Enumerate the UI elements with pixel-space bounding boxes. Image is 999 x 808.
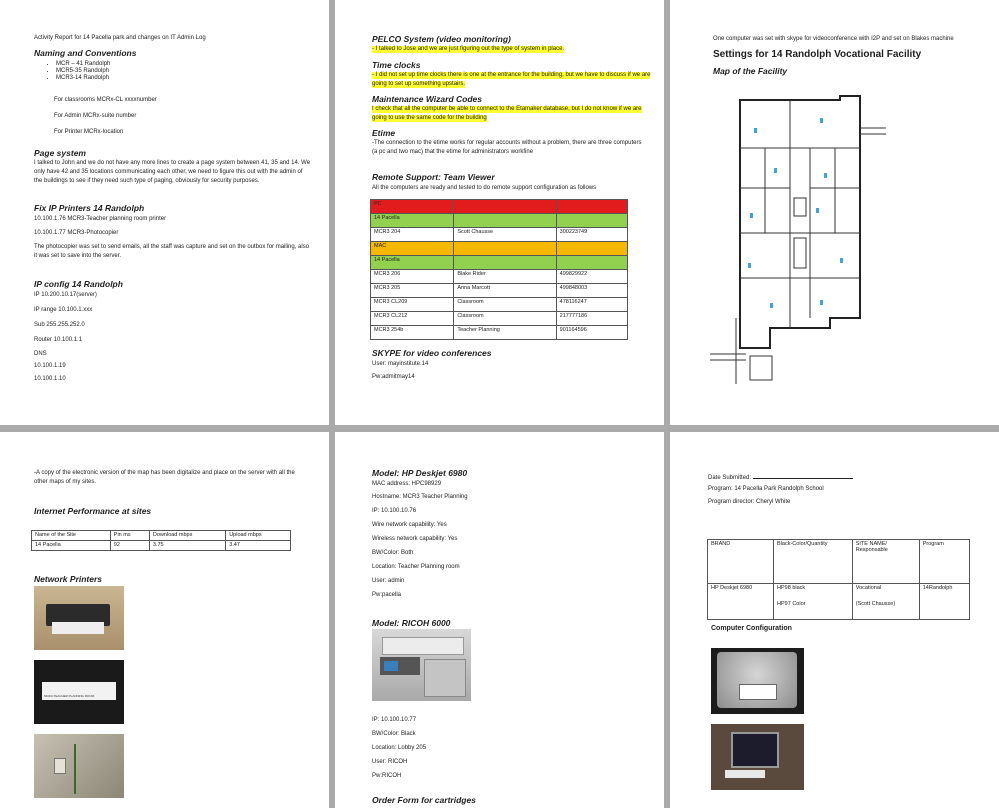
map-copy-line: other maps of my sites. [34,479,97,485]
table-cell: MCR3 206 [371,270,454,284]
ricoh-copier-photo [372,629,471,701]
table-row [371,312,628,326]
table-cell: Download mbps [149,531,225,541]
remote-text: All the computers are ready and tested to do remote support configuration as follows [372,185,597,191]
etime-line: (a pc and two mac) that the etime for administrators workfine [372,149,534,155]
table-cell [454,200,556,214]
table-cell: 3.47 [226,541,291,551]
table-cell: MCR3 205 [371,284,454,298]
table-cell [454,214,556,228]
time-clocks-line: going to set up something upstairs. [372,81,466,87]
table-cell [556,214,627,228]
convention-printer: For Printer MCRx-location [54,129,124,135]
table-row [32,531,291,541]
table-cell: Classroom [454,298,556,312]
internet-performance-table [31,530,291,551]
page-4 [0,432,329,808]
ip-config-heading: IP config 14 Randolph [34,279,123,289]
printer-label-photo [34,660,124,724]
table-cell: BRAND [708,540,774,584]
model-hp-line: Wire network capability: Yes [372,522,447,528]
table-row [371,228,628,242]
model-hp-line: BW/Color: Both [372,550,414,556]
table-row [371,214,628,228]
model-ricoh-line: IP: 10.100.10.77 [372,717,417,723]
table-row [371,242,628,256]
table-cell: 478116247 [556,298,627,312]
ip-line: IP 10.200.10.17(server) [34,292,97,298]
convention-classrooms: For classrooms MCRx-CL xxxxnumber [54,97,157,103]
director-line: Program director: Cheryl White [708,499,791,505]
list-item: • MCR5-35 Randolph [56,68,110,75]
settings-title: Settings for 14 Randolph Vocational Facility [713,49,922,60]
table-cell: 499829922 [556,270,627,284]
pelco-text: - I talked to Jose and we are just figuring out the type of system in place. [372,46,565,52]
table-cell: 499848003 [556,284,627,298]
model-hp-line: Pw:pacella [372,592,402,598]
table-cell: Classroom [454,312,556,326]
list-item: • MCR – 41 Randolph [56,61,110,68]
table-cell: 14 Pacella [32,541,111,551]
table-cell: Name of the Site [32,531,111,541]
table-cell: SITE NAME/ Responsable [852,540,919,584]
skype-heading: SKYPE for video conferences [372,348,492,358]
cartridge-color: HP97 Color [777,601,806,607]
table-cell [556,256,627,270]
page-system-line: the buildings to see if they need such type of paging, obviously for security purposes. [34,178,260,184]
table-row [371,200,628,214]
fix-note-line: The photocopier was set to send emails, all the staff was capture and set on the outbox for mailing, also [34,244,310,250]
ip-line: Router 10.100.1.1 [34,337,83,343]
model-ricoh-line: Location: Lobby 205 [372,745,427,751]
convention-admin: For Admin MCRx-suite number [54,113,137,119]
map-heading: Map of the Facility [713,66,788,76]
page-1 [0,0,329,425]
computer-config-heading: Computer Configuration [711,625,792,632]
list-item: • MCR3-14 Randolph [56,75,110,82]
naming-list [42,61,110,82]
page-system-heading: Page system [34,148,86,158]
etime-line: -The connection to the etime works for regular accounts without a problem, there are three computers [372,140,642,146]
model-hp-line: Location: Teacher Planning room [372,564,460,570]
table-cell: Blake Rider [454,270,556,284]
page-system-line: only have 42 and 35 locations communicating each other, we need to figure this out with the admin of [34,169,303,175]
wizard-line: I check that all the computer be able to connect to the Etamaker database, but I do not know if we are [372,106,642,112]
skype-user: User: mayinstitute.14 [372,361,429,367]
responsable-name: (Scott Chausse) [855,601,896,607]
remote-support-table [370,199,628,340]
ip-line: 10.100.1.10 [34,376,66,382]
page-system-line: I talked to John and we do not have any more lines to create a page system between 41, 35 and 14. We [34,160,311,166]
table-row [708,540,970,584]
table-row [371,298,628,312]
table-cell [454,242,556,256]
table-cell: 14Randolph [919,584,969,620]
facility-floor-plan [710,88,890,384]
table-cell [556,242,627,256]
computer-photo [711,648,804,714]
network-printers-heading: Network Printers [34,574,103,584]
fix-note-line: it was set to save into the server. [34,253,122,259]
table-row [371,270,628,284]
model-hp-heading: Model: HP Deskjet 6980 [372,468,468,478]
printer-photo [34,586,124,650]
naming-heading: Naming and Conventions [34,48,137,58]
fix-printer-line: 10.100.1.77 MCR3-Photocopier [34,230,119,236]
table-cell: Black-Color/Quantity [774,540,853,584]
order-form-heading: Order Form for cartridges [372,795,476,805]
fix-printer-line: 10.100.1.76 MCR3-Teacher planning room printer [34,216,167,222]
table-cell: MAC [371,242,454,256]
table-cell: MCR3 CL212 [371,312,454,326]
ip-line: IP range 10.100.1.xxx [34,307,93,313]
model-hp-line: Wireless network capability: Yes [372,536,458,542]
pelco-heading: PELCO System (video monitoring) [372,34,511,44]
model-ricoh-line: BW/Color: Black [372,731,416,737]
model-ricoh-line: Pw:RICOH [372,773,402,779]
internet-heading: Internet Performance at sites [34,506,152,516]
table-row [32,541,291,551]
monitor-photo [711,724,804,790]
report-title: Activity Report for 14 Pacella park and changes on IT Admin Log [34,35,206,41]
table-row [371,284,628,298]
table-cell: 3.75 [149,541,225,551]
network-jack-photo [34,734,124,798]
wizard-heading: Maintenance Wizard Codes [372,94,482,104]
table-row [371,256,628,270]
model-hp-line: IP: 10.100.10.76 [372,508,417,514]
table-cell: 14 Pacella [371,214,454,228]
table-cell: 92 [110,541,149,551]
program-line: Program: 14 Pacella Park Randolph School [708,486,824,492]
fix-printers-heading: Fix IP Printers 14 Randolph [34,203,145,213]
table-cell: Scott Chausse [454,228,556,242]
time-clocks-heading: Time clocks [372,60,421,70]
etime-heading: Etime [372,128,396,138]
table-cell: MCR3 204 [371,228,454,242]
table-cell: 14 Pacella [371,256,454,270]
page-6 [670,432,999,808]
table-cell [556,200,627,214]
table-row [708,584,970,620]
ip-line: Sub 255.255.252.0 [34,322,85,328]
table-cell [852,584,919,620]
date-submitted-line [753,472,853,479]
date-submitted-label [708,472,853,482]
table-cell: Upload mbps [226,531,291,541]
page-3 [670,0,999,425]
table-cell: MCR3 CL209 [371,298,454,312]
table-cell: 901164596 [556,326,627,340]
ip-line: DNS [34,351,47,357]
table-cell: 217777186 [556,312,627,326]
site-name: Vocational [855,585,882,591]
table-cell: 300223749 [556,228,627,242]
date-submitted-text: Date Submitted: [708,475,752,481]
model-hp-line: User: admin [372,578,405,584]
model-hp-line: MAC address: HPC98929 [372,481,442,487]
table-cell: Anna Marcott [454,284,556,298]
remote-heading: Remote Support: Team Viewer [372,172,495,182]
model-hp-line: Hostname: MCR3 Teacher Planning [372,494,468,500]
printer-label-text: MCR3-TEACHER PLANNING ROOM [44,694,95,698]
table-cell: HP Deskjet 6980 [708,584,774,620]
table-cell [774,584,853,620]
page-2 [335,0,664,425]
table-cell: Pin ms [110,531,149,541]
table-cell [454,256,556,270]
skype-password: Pw:admitmay14 [372,374,415,380]
time-clocks-line: - I did not set up time clocks there is one at the entrance for the building, but we have to discuss if we are [372,72,651,78]
table-cell: Teacher Planning [454,326,556,340]
page-5 [335,432,664,808]
skype-intro: One computer was set with skype for videoconference with I2P and set on Blakes machine [713,36,954,42]
model-ricoh-line: User: RICOH [372,759,408,765]
table-cell: Program [919,540,969,584]
model-ricoh-heading: Model: RICOH 6000 [372,618,451,628]
map-copy-line: -A copy of the electronic version of the map has been digitalize and place on the server with all the [34,470,295,476]
ip-line: 10.100.1.19 [34,363,66,369]
wizard-line: going to use the same code for the building [372,115,487,121]
table-cell: PC [371,200,454,214]
cartridge-order-table [707,539,970,620]
table-row [371,326,628,340]
table-cell: MCR3 254b [371,326,454,340]
cartridge-black: HP98 black [777,585,806,591]
